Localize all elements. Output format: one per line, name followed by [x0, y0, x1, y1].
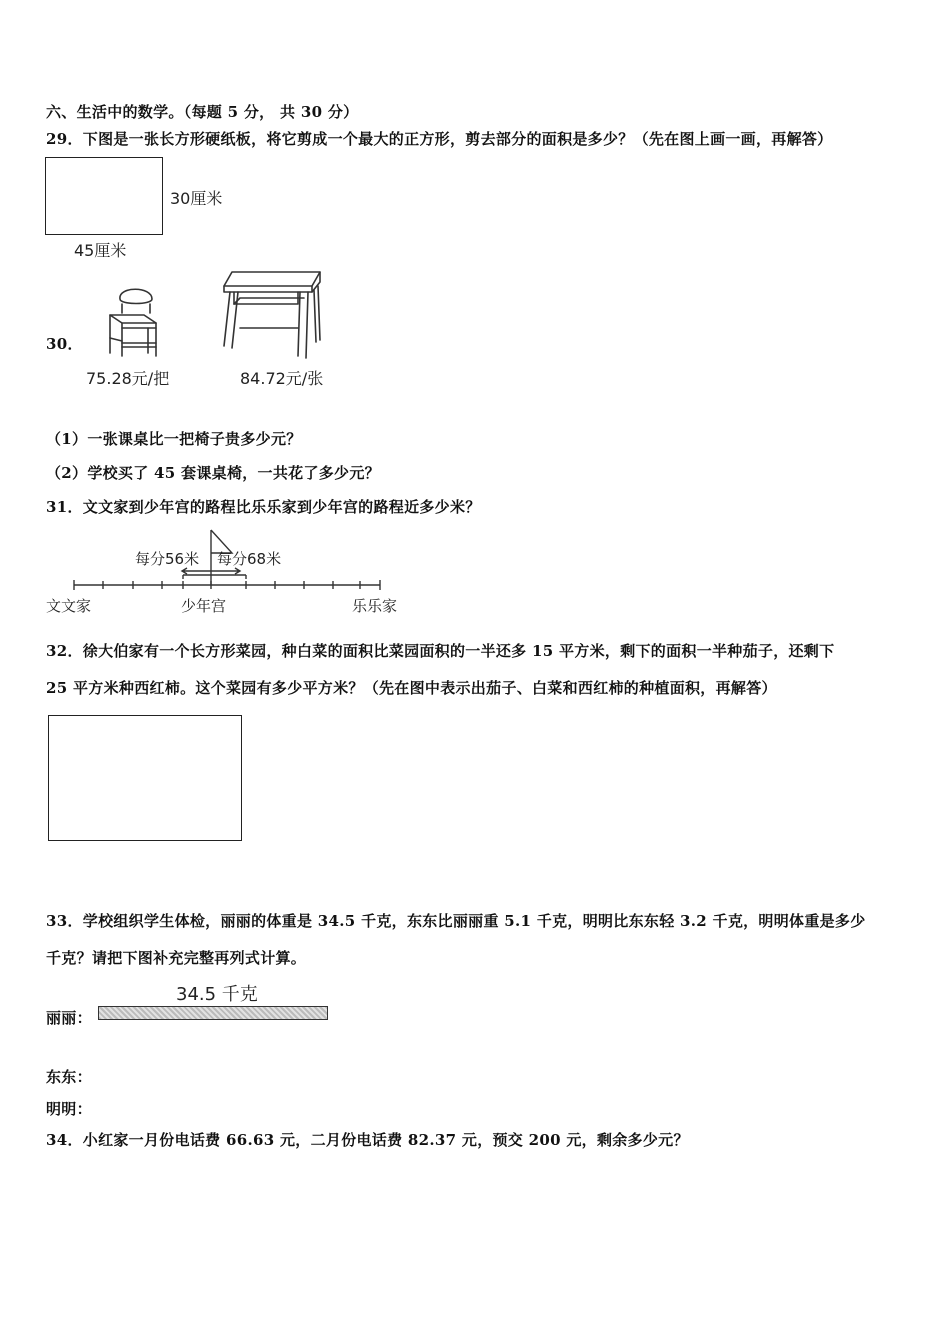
place-wenwen-home: 文文家: [46, 597, 92, 615]
question-34: 34．小红家一月份电话费 66.63 元，二月份电话费 82.37 元，预交 200 元，剩余多少元？: [46, 1131, 689, 1149]
mingming-label: 明明：: [46, 1100, 92, 1118]
question-33-line-1: 33．学校组织学生体检，丽丽的体重是 34.5 千克，东东比丽丽重 5.1 千克，明明比东东轻 3.2 千克，明明体重是多少: [46, 912, 866, 930]
question-32-line-1: 32．徐大伯家有一个长方形菜园，种白菜的面积比菜园面积的一半还多 15 平方米，剩下的面积一半种茄子，还剩下: [46, 642, 835, 660]
dongdong-label: 东东：: [46, 1068, 92, 1086]
desk-price-label: 84.72元/张: [240, 369, 324, 388]
cardboard-rectangle: [45, 157, 163, 235]
place-youth-palace: 少年宫: [181, 597, 227, 615]
question-30-number: 30．: [46, 335, 83, 353]
speed-left-label: 每分56米: [135, 550, 200, 568]
lili-weight-bar: [98, 1006, 328, 1020]
desk-illustration: [220, 268, 328, 360]
lili-label: 丽丽：: [46, 1009, 92, 1027]
question-30-part-1: （1）一张课桌比一把椅子贵多少元？: [46, 430, 302, 448]
chair-price-label: 75.28元/把: [86, 369, 170, 388]
question-33-line-2: 千克？请把下图补充完整再列式计算。: [46, 949, 307, 967]
chair-illustration: [100, 283, 162, 358]
cardboard-width-label: 45厘米: [74, 241, 127, 260]
question-30-part-2: （2）学校买了 45 套课桌椅，一共花了多少元？: [46, 464, 380, 482]
speed-right-label: 每分68米: [217, 550, 282, 568]
lili-weight-label: 34.5 千克: [176, 984, 258, 1005]
question-31: 31．文文家到少年宫的路程比乐乐家到少年宫的路程近多少米？: [46, 498, 481, 516]
question-32-line-2: 25 平方米种西红柿。这个菜园有多少平方米？（先在图中表示出茄子、白菜和西红柿的种植面积，再解答）: [46, 679, 777, 697]
question-29: 29．下图是一张长方形硬纸板，将它剪成一个最大的正方形，剪去部分的面积是多少？（先在图上画一画，再解答）: [46, 130, 833, 148]
place-lele-home: 乐乐家: [352, 597, 398, 615]
garden-rectangle: [48, 715, 242, 841]
cardboard-height-label: 30厘米: [170, 189, 223, 208]
section-title: 六、生活中的数学。（每题 5 分， 共 30 分）: [46, 103, 359, 121]
